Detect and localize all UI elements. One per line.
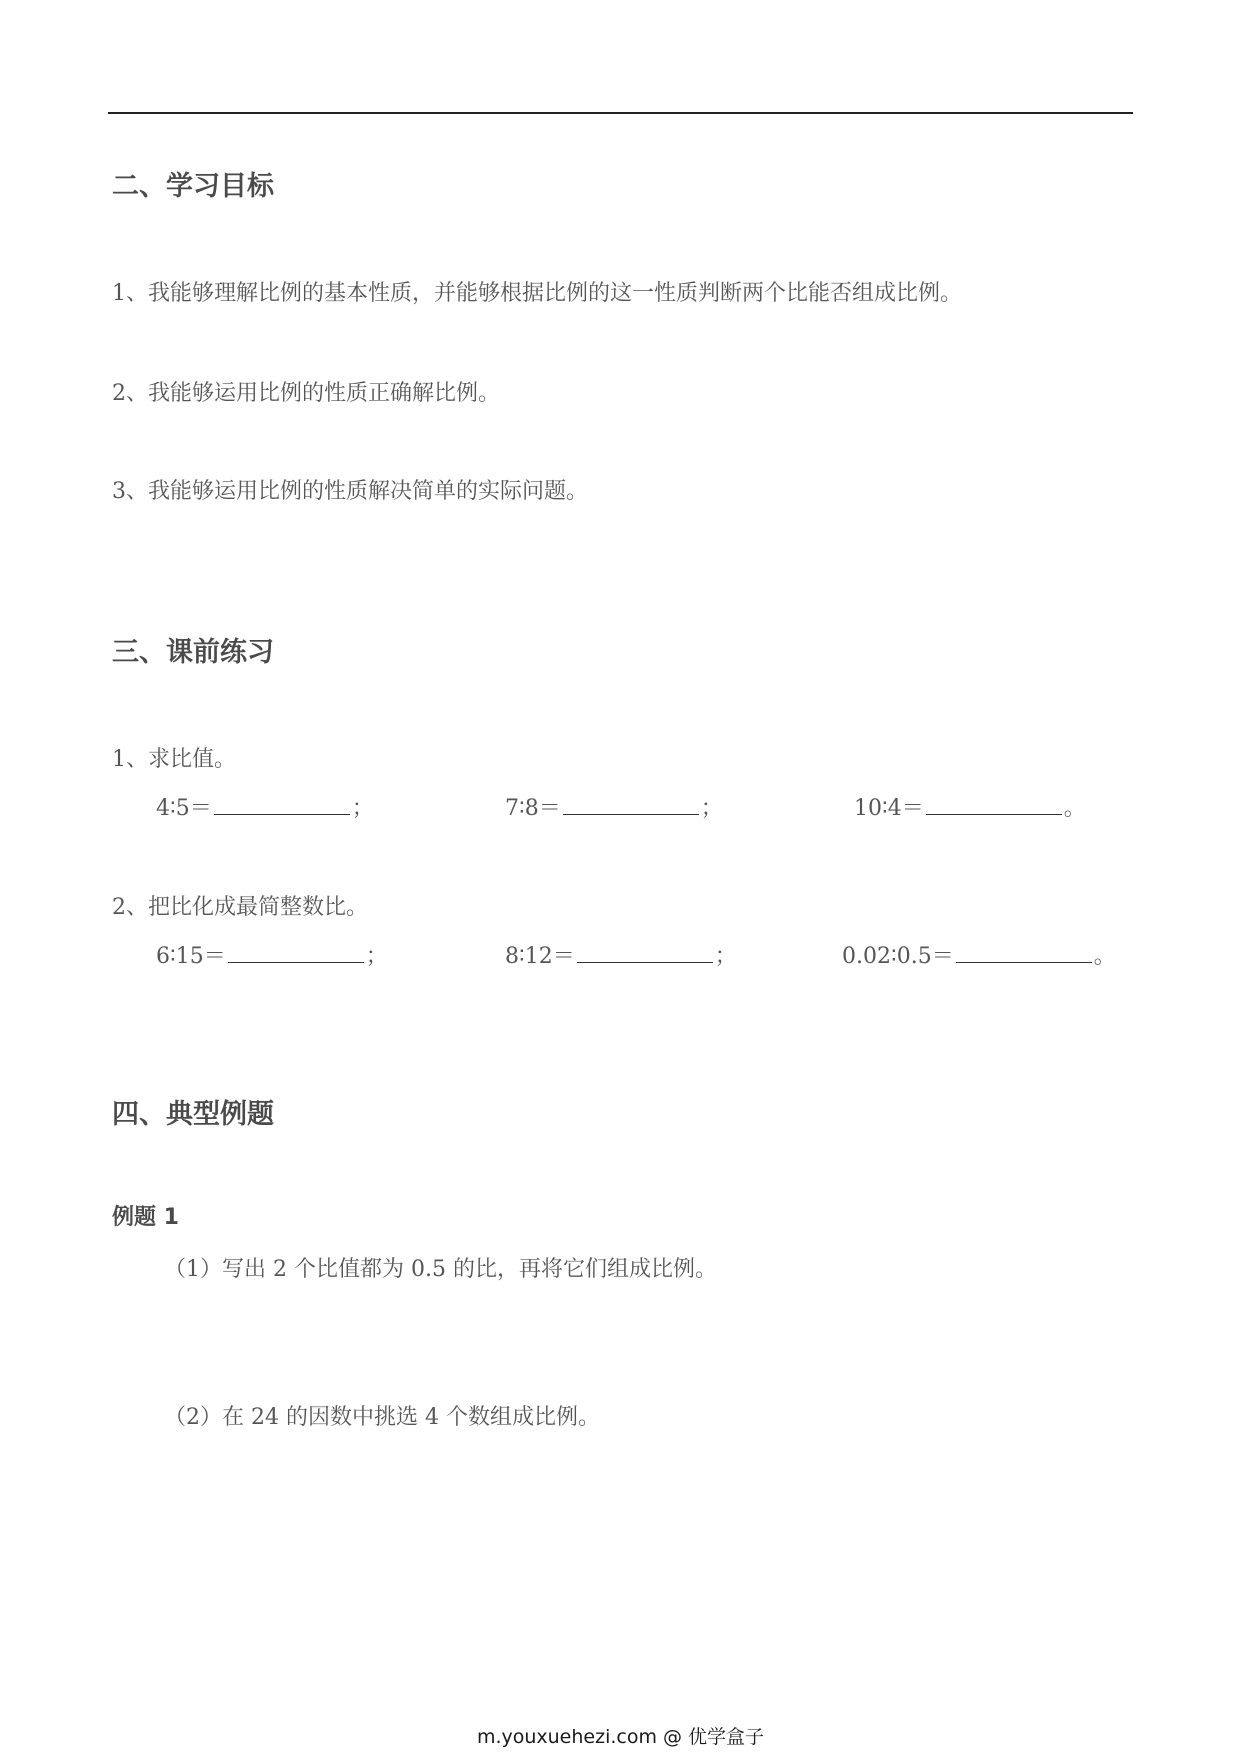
top-rule — [108, 112, 1133, 114]
goal-item-3: 3、我能够运用比例的性质解决简单的实际问题。 — [112, 479, 588, 504]
exercise-punct: ； — [700, 796, 723, 821]
exercise-punct: ； — [714, 944, 737, 969]
section-heading-examples: 四、典型例题 — [112, 1099, 274, 1130]
question-1-title: 1、求比值。 — [112, 747, 236, 772]
page-footer: m.youxuehezi.com @ 优学盒子 — [476, 1726, 765, 1748]
answer-blank[interactable] — [228, 938, 364, 963]
q2-exercise-2 — [505, 938, 737, 970]
question-2-title: 2、把比化成最简整数比。 — [112, 895, 368, 920]
exercise-expression: 8∶12＝ — [505, 944, 575, 969]
q2-exercise-3 — [842, 938, 1116, 970]
example-1-part-1: （1）写出 2 个比值都为 0.5 的比，再将它们组成比例。 — [164, 1257, 717, 1282]
q1-exercise-3 — [854, 790, 1086, 822]
goal-item-2: 2、我能够运用比例的性质正确解比例。 — [112, 381, 500, 406]
section-heading-practice: 三、课前练习 — [112, 637, 274, 668]
exercise-expression: 6∶15＝ — [156, 944, 226, 969]
exercise-punct: ； — [351, 796, 374, 821]
answer-blank[interactable] — [926, 790, 1062, 815]
example-1-title: 例题 1 — [112, 1205, 179, 1230]
answer-blank[interactable] — [214, 790, 350, 815]
q2-exercise-1 — [156, 938, 388, 970]
exercise-punct: ； — [365, 944, 388, 969]
answer-blank[interactable] — [563, 790, 699, 815]
exercise-expression: 7∶8＝ — [505, 796, 561, 821]
exercise-expression: 0.02∶0.5＝ — [842, 944, 954, 969]
exercise-punct: 。 — [1093, 944, 1116, 969]
q1-exercise-1 — [156, 790, 374, 822]
answer-blank[interactable] — [956, 938, 1092, 963]
answer-blank[interactable] — [577, 938, 713, 963]
q1-exercise-2 — [505, 790, 723, 822]
example-1-part-2: （2）在 24 的因数中挑选 4 个数组成比例。 — [164, 1405, 600, 1430]
section-heading-goals: 二、学习目标 — [112, 171, 274, 202]
exercise-expression: 10∶4＝ — [854, 796, 924, 821]
exercise-punct: 。 — [1063, 796, 1086, 821]
exercise-expression: 4∶5＝ — [156, 796, 212, 821]
goal-item-1: 1、我能够理解比例的基本性质，并能够根据比例的这一性质判断两个比能否组成比例。 — [112, 281, 962, 306]
